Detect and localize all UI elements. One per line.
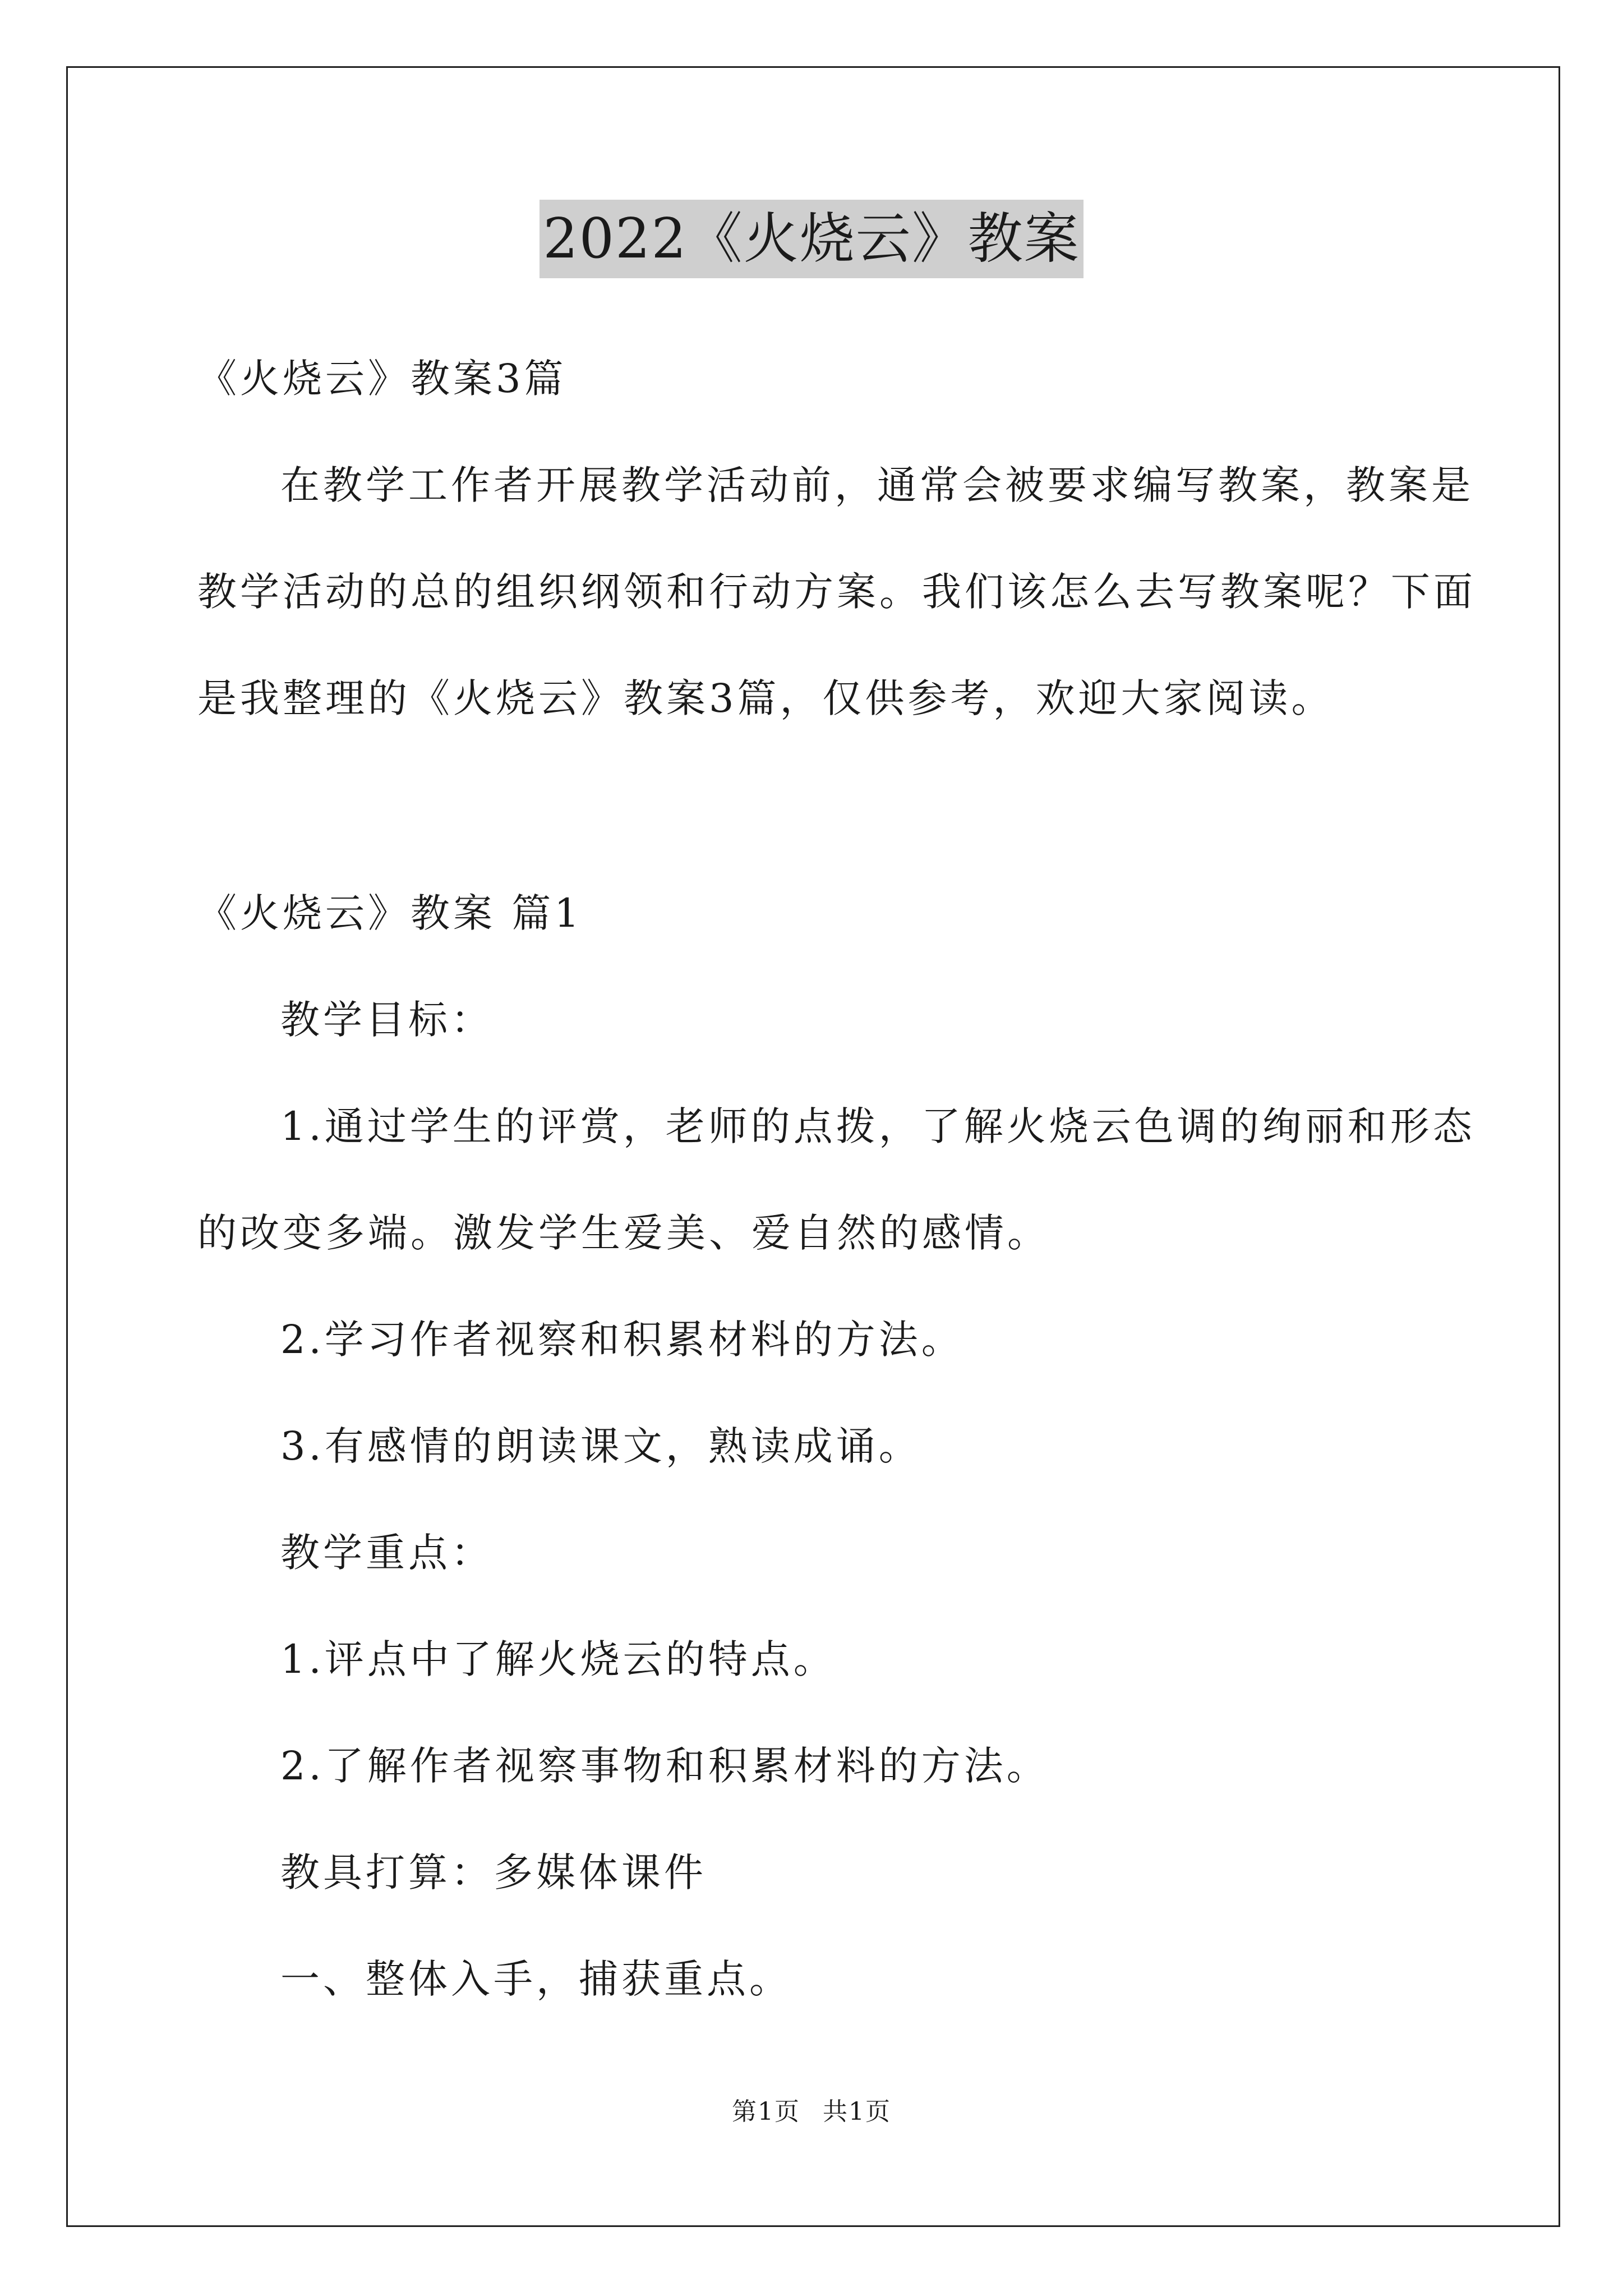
page-footer — [0, 2095, 1623, 2129]
body-line-6: 教学重点： — [280, 1530, 494, 1576]
body-line-3: 的改变多端。激发学生爱美、爱自然的感情。 — [197, 1210, 1050, 1256]
subtitle: 《火烧云》教案3篇 — [197, 356, 567, 402]
body-line-7: 1.评点中了解火烧云的特点。 — [280, 1636, 836, 1682]
page-number-current: 第1页 — [732, 2097, 800, 2126]
document-title: 2022《火烧云》教案 — [540, 200, 1083, 278]
intro-line-2: 教学活动的总的组织纲领和行动方案。我们该怎么去写教案呢？下面 — [197, 569, 1476, 615]
body-line-2: 1.通过学生的评赏，老师的点拨，了解火烧云色调的绚丽和形态 — [280, 1103, 1476, 1149]
section-heading: 《火烧云》教案 篇1 — [197, 890, 583, 936]
body-line-1: 教学目标： — [280, 997, 494, 1043]
body-line-10: 一、整体入手，捕获重点。 — [280, 1956, 792, 2002]
body-line-9: 教具打算：多媒体课件 — [280, 1849, 707, 1895]
title-container — [0, 200, 1623, 278]
page-number-total: 共1页 — [823, 2097, 891, 2126]
intro-line-1: 在教学工作者开展教学活动前，通常会被要求编写教案，教案是 — [280, 462, 1474, 508]
body-line-5: 3.有感情的朗读课文，熟读成诵。 — [280, 1423, 921, 1469]
body-line-8: 2.了解作者视察事物和积累材料的方法。 — [280, 1743, 1049, 1789]
body-line-4: 2.学习作者视察和积累材料的方法。 — [280, 1317, 964, 1363]
intro-line-3: 是我整理的《火烧云》教案3篇，仅供参考，欢迎大家阅读。 — [197, 675, 1334, 721]
